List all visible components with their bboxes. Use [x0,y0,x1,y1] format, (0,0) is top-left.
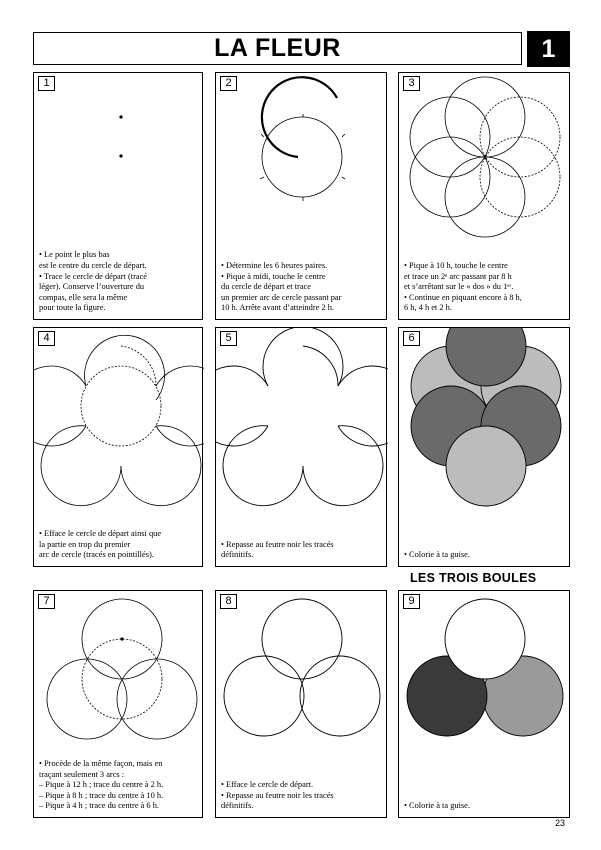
caption: • Procède de la même façon, mais en traçant seulement 3 arcs : – Pique à 12 h ; trace du centre à 2 h. – Pique à 8 h ; trace du centre à 10 h. – Pique à 4 h ; trace du centre à 6 h. [39,759,164,811]
panel-number: 4 [38,331,55,346]
panel-number: 8 [220,594,237,609]
caption: • Le point le plus bas est le centre du cercle de départ. • Trace le cercle de départ (tracé léger). Conserve l’ouverture du compas, elle sera la même pour toute la figure. [39,250,148,313]
caption: • Pique à 10 h, touche le centre et trace un 2ᵉ arc passant par 8 h et s’arrêtant sur le « dos » du 1ᵉʳ. • Continue en piquant encore à 8 h, 6 h, 4 h et 2 h. [404,261,522,313]
panel-number: 6 [403,331,420,346]
panel-7 [33,590,203,818]
step-3-diagram [399,73,571,263]
step-6-diagram [399,328,571,518]
panel-4 [33,327,203,567]
step-9-diagram [399,591,571,756]
panel-8 [215,590,387,818]
caption: • Efface le cercle de départ ainsi que la partie en trop du premier arc de cercle (tracés en pointillés). [39,529,162,560]
panel-5 [215,327,387,567]
section-title: LES TROIS BOULES [410,571,537,585]
panel-number: 9 [403,594,420,609]
panel-number: 3 [403,76,420,91]
caption: • Colorie à ta guise. [404,801,470,811]
panel-number: 7 [38,594,55,609]
panel-number: 5 [220,331,237,346]
panel-1 [33,72,203,320]
step-8-diagram [216,591,388,756]
step-4-diagram [34,328,204,518]
caption: • Colorie à ta guise. [404,550,470,560]
page-number: 23 [555,818,566,828]
caption: • Repasse au feutre noir les tracés définitifs. [221,539,334,560]
panel-3 [398,72,570,320]
panel-number: 1 [38,76,55,91]
panel-6 [398,327,570,567]
page-title: LA FLEUR [214,34,341,62]
step-5-diagram [216,328,388,518]
panel-number: 2 [220,76,237,91]
caption: • Détermine les 6 heures paires. • Pique à midi, touche le centre du cercle de départ et trace un premier arc de cercle passant par 10 h. Arrête avant d’atteindre 2 h. [221,261,342,313]
chapter-number: 1 [527,31,570,67]
step-7-diagram [34,591,204,756]
caption: • Efface le cercle de départ. • Repasse au feutre noir les tracés définitifs. [221,780,334,811]
panel-9 [398,590,570,818]
page-title-box [33,32,522,65]
step-2-diagram [216,73,388,263]
step-1-diagram [34,73,204,263]
panel-2 [215,72,387,320]
